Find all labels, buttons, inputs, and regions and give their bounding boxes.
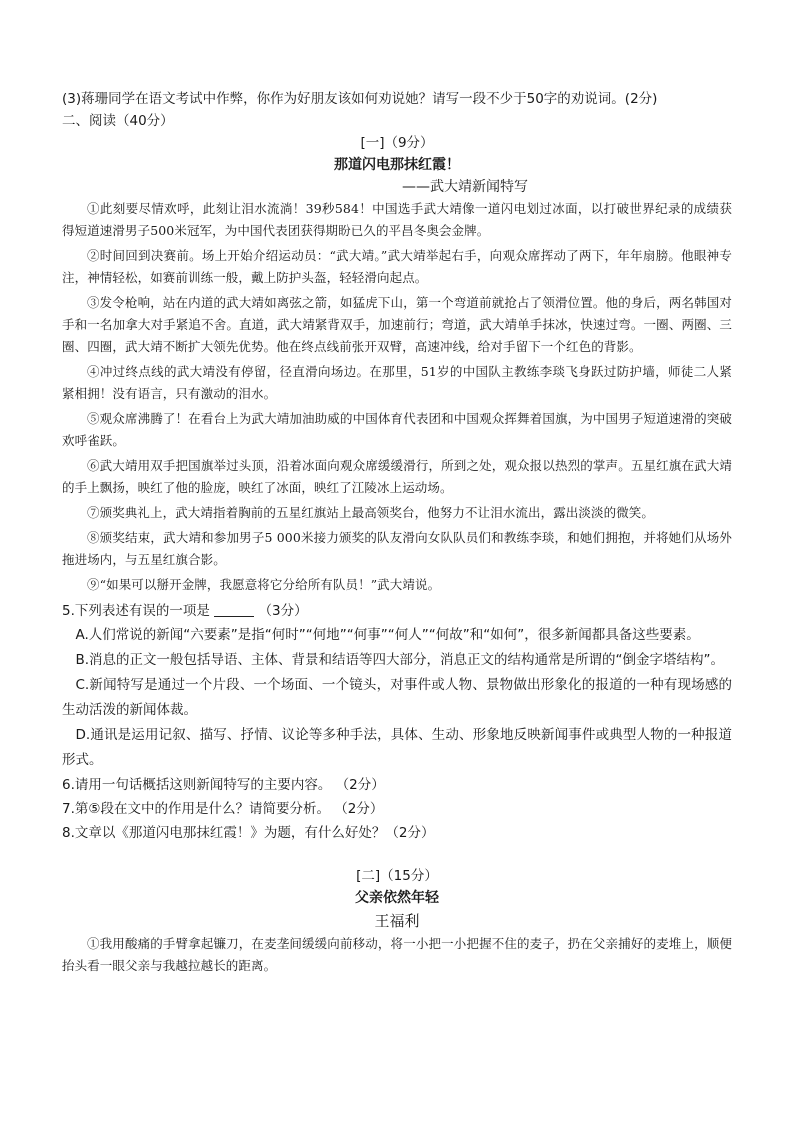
- section-heading: 二、阅读（40分）: [62, 113, 174, 129]
- question-5-score: （3分）: [258, 603, 308, 619]
- article2-title: 父亲依然年轻: [355, 890, 439, 906]
- option-c: C.新闻特写是通过一个片段、一个场面、一个镜头，对事件或人物、景物做出形象化的报道的一种有现场感的生动活泼的新闻体裁。: [62, 677, 732, 718]
- question-7: 7.第⑤段在文中的作用是什么？请简要分析。 （2分）: [62, 801, 384, 817]
- paragraph: ①我用酸痛的手臂拿起镰刀，在麦垄间缓缓向前移动，将一小把一小把握不住的麦子，扔在父亲捕好的麦堆上，顺便抬头看一眼父亲与我越拉越长的距离。: [62, 936, 732, 973]
- question-5: [62, 599, 732, 623]
- paragraph: ⑥武大靖用双手把国旗举过头顶，沿着冰面向观众席缓缓滑行，所到之处，观众报以热烈的掌声。五星红旗在武大靖的手上飘扬，映红了他的脸庞，映红了冰面，映红了江陵冰上运动场。: [62, 458, 732, 495]
- option-d: D.通讯是运用记叙、描写、抒情、议论等多种手法，具体、生动、形象地反映新闻事件或典型人物的一种报道形式。: [62, 727, 732, 768]
- part1-header: [一]（9分）: [360, 135, 434, 151]
- paragraph: ④冲过终点线的武大靖没有停留，径直滑向场边。在那里，51岁的中国队主教练李琰飞身跃过防护墙，师徒二人紧紧相拥！没有语言，只有激动的泪水。: [62, 364, 732, 401]
- article2-author: 王福利: [374, 912, 420, 930]
- question-6: 6.请用一句话概括这则新闻特写的主要内容。 （2分）: [62, 777, 385, 793]
- paragraph: ⑨“如果可以掰开金牌，我愿意将它分给所有队员！”武大靖说。: [87, 577, 441, 592]
- option-a: A.人们常说的新闻“六要素”是指“何时”“何地”“何事”“何人”“何故”和“如何”，很多新闻都具备这些要素。: [75, 627, 700, 643]
- paragraph: ③发令枪响，站在内道的武大靖如离弦之箭，如猛虎下山，第一个弯道前就抢占了领滑位置。他的身后，两名韩国对手和一名加拿大对手紧追不舍。直道，武大靖紧背双手，加速前行；弯道，武大靖单手抹冰，快速过弯。一圈、两圈、三圈、四圈，武大靖不断扩大领先优势。他在终点线前张开双臂，高速冲线，给对手留下一个红色的背影。: [62, 295, 732, 354]
- document-page: [62, 88, 732, 980]
- article-subtitle: ——武大靖新闻特写: [402, 179, 528, 195]
- question-3: (3)蒋珊同学在语文考试中作弊，你作为好朋友该如何劝说她？请写一段不少于50字的劝说词。(2分): [62, 91, 658, 107]
- paragraph: ⑤观众席沸腾了！在看台上为武大靖加油助威的中国体育代表团和中国观众挥舞着国旗，为中国男子短道速滑的突破欢呼雀跃。: [62, 411, 732, 448]
- spacer: [62, 845, 732, 865]
- question-5-stem: 5.下列表述有误的一项是: [62, 603, 210, 619]
- article-body: [62, 198, 732, 596]
- paragraph: ②时间回到决赛前。场上开始介绍运动员：“武大靖。”武大靖举起右手，向观众席挥动了两下，年年扇膀。他眼神专注，神情轻松，如赛前训练一般，戴上防护头盔，轻轻滑向起点。: [62, 248, 732, 285]
- article-title: 那道闪电那抹红霞！: [334, 157, 460, 173]
- option-b: B.消息的正文一般包括导语、主体、背景和结语等四大部分，消息正文的结构通常是所谓的“倒金字塔结构”。: [75, 652, 725, 668]
- paragraph: ⑧颁奖结束，武大靖和参加男子5 000米接力颁奖的队友滑向女队队员们和教练李琰，和她们拥抱，并将她们从场外拖进场内，与五星红旗合影。: [62, 530, 732, 567]
- question-8: 8.文章以《那道闪电那抹红霞！》为题，有什么好处？（2分）: [62, 825, 435, 841]
- part2-header: [二]（15分）: [356, 868, 438, 884]
- paragraph: ⑦颁奖典礼上，武大靖指着胸前的五星红旗站上最高领奖台，他努力不让泪水流出，露出淡淡的微笑。: [87, 505, 655, 520]
- answer-blank[interactable]: [214, 602, 254, 617]
- paragraph: ①此刻要尽情欢呼，此刻让泪水流淌！39秒584！中国选手武大靖像一道闪电划过冰面，以打破世界纪录的成绩获得短道速滑男子500米冠军，为中国代表团获得期盼已久的平昌冬奥会金牌。: [62, 201, 732, 238]
